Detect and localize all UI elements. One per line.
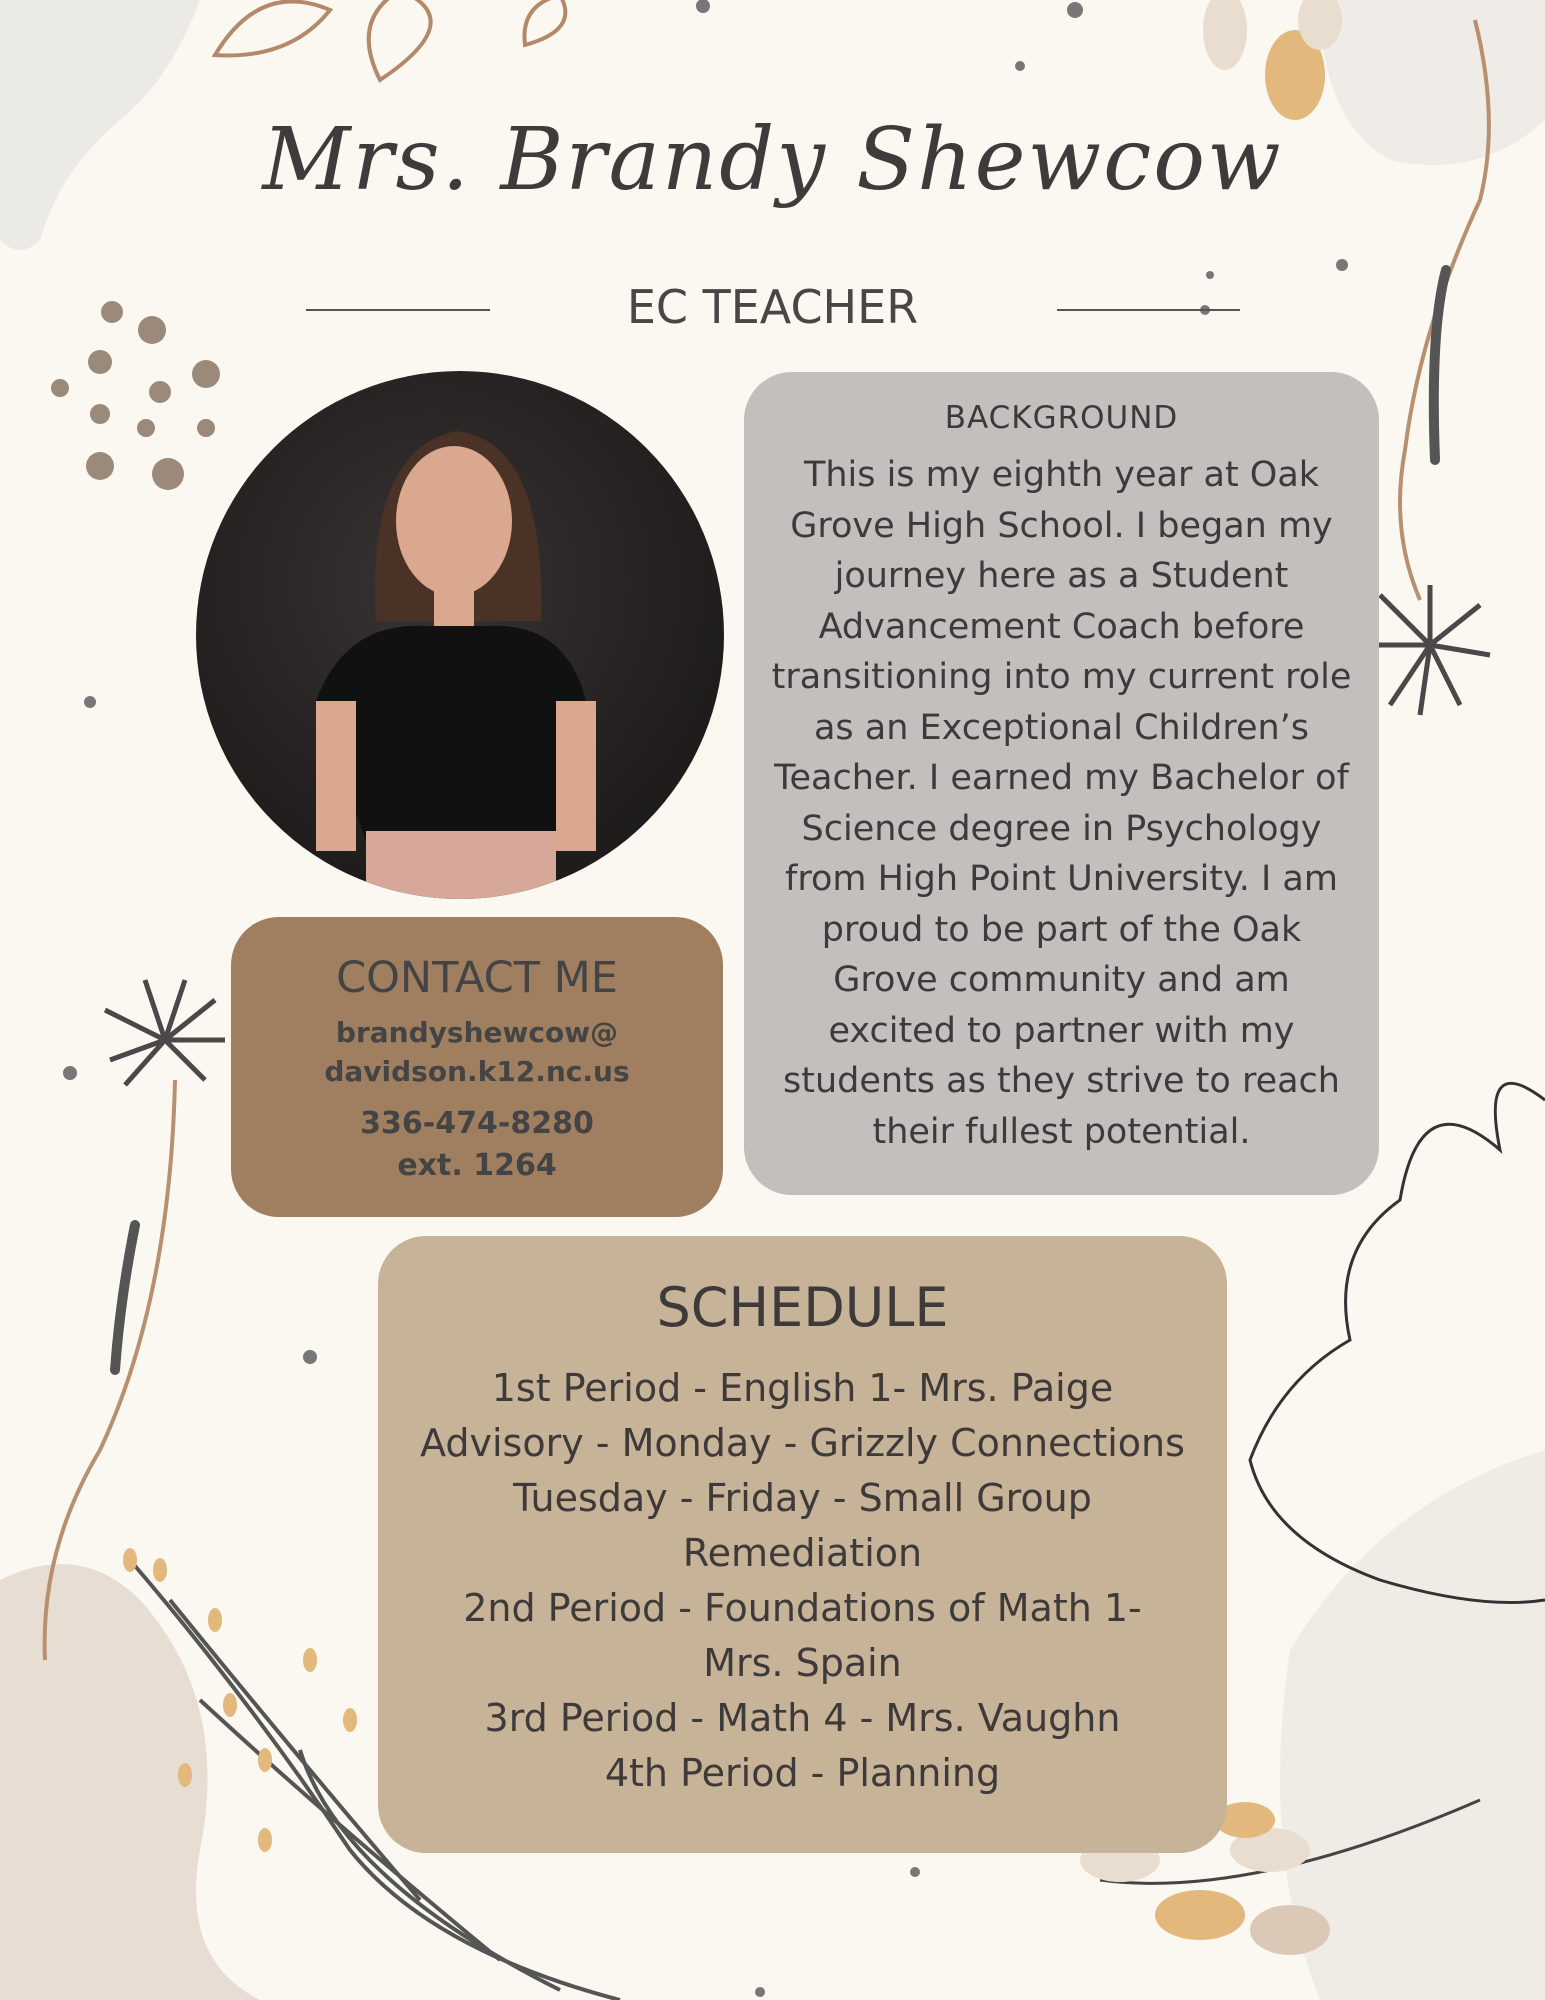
schedule-line: 2nd Period - Foundations of Math 1- [463,1586,1142,1630]
schedule-card [378,1236,1227,1853]
schedule-line: 3rd Period - Math 4 - Mrs. Vaughn [484,1696,1121,1740]
teacher-role: EC TEACHER [626,280,919,334]
schedule-line: Mrs. Spain [703,1641,902,1685]
background-card [744,372,1379,1195]
schedule-line: 1st Period - English 1- Mrs. Paige [491,1366,1114,1410]
background-blob [0,1564,260,2000]
background-text: This is my eighth year at Oak Grove High School. I began my journey here as a Student Advancement Coach before transitioning into my current role as an Exceptional Children’s Teacher. I earned my Bachelor of Science degree in Psychology from High Point University. I am proud to be part of the Oak Grove community and am excited to partner with my students as they strive to reach their fullest potential. [771,455,1352,1152]
schedule-line: 4th Period - Planning [604,1751,1001,1795]
flower-cluster-icon [1203,0,1342,120]
dandelion-icon [1370,585,1490,715]
phone-extension: ext. 1264 [397,1148,557,1183]
contact-card [231,917,723,1217]
contact-heading: CONTACT ME [336,953,618,1003]
leaf-icon [115,1225,135,1370]
email-link[interactable] [231,1013,723,1091]
portrait-illustration [196,371,724,899]
teacher-photo [196,371,724,899]
schedule-line: Tuesday - Friday - Small Group [513,1476,1092,1520]
email-line-2: davidson.k12.nc.us [324,1055,630,1088]
email-line-1: brandyshewcow@ [335,1016,619,1049]
schedule-heading: SCHEDULE [656,1276,949,1339]
leaf-icon [215,0,565,80]
divider-line [1057,309,1240,311]
schedule-line: Advisory - Monday - Grizzly Connections [420,1421,1185,1465]
teacher-name-title: Mrs. Brandy Shewcow [262,110,1283,210]
phone-number[interactable]: 336-474-8280 [360,1106,594,1141]
dandelion-icon [105,980,225,1085]
schedule-line: Remediation [682,1531,923,1575]
background-heading: BACKGROUND [944,400,1179,436]
